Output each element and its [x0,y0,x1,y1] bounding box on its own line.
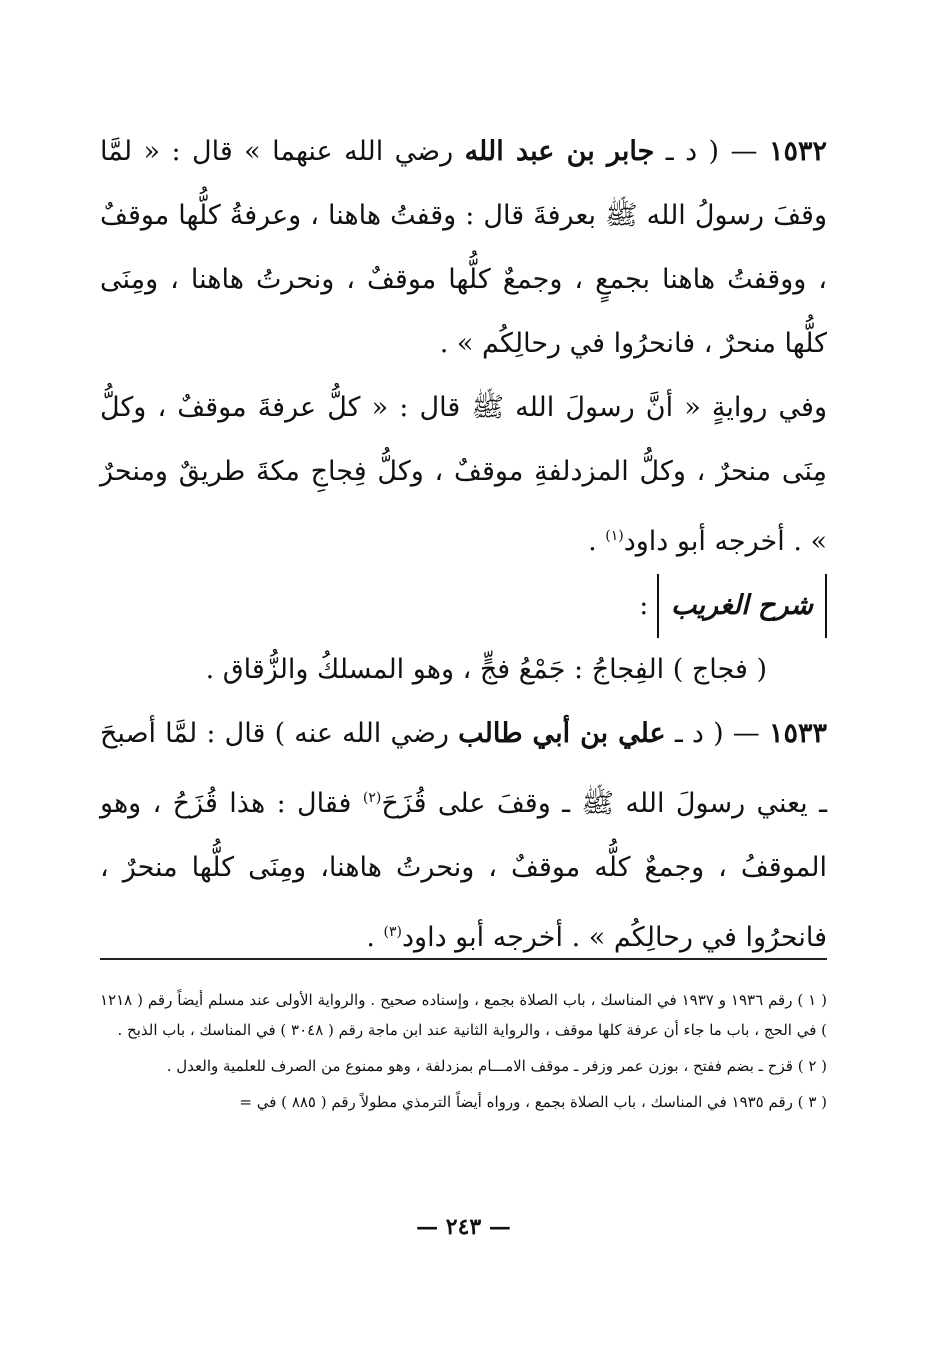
gharib-entry-text: ( فجاج ) الفِجاجُ : جَمْعُ فجٍّ ، وهو المسلكُ والزُّقاق . [205,654,767,685]
takhrij: أخرجه أبو داود [623,526,785,557]
footnote-divider [100,958,827,960]
hadith-1533 [100,702,827,970]
footnote-2: ( ٢ ) قزح ـ بضم ففتح ، بوزن عمر وزفر ـ موقف الامـــام بمزدلفة ، وهو ممنوع من الصرف للعلمية والعدل . [166,1057,827,1075]
gharib-heading [100,574,827,638]
hadith-number: ١٥٣٢ [768,136,827,167]
takhrij-end: . [588,526,597,557]
source-open: — ( د ـ [674,718,760,749]
hadith-text: رضي الله عنهما » قال : « لمَّا وقفَ رسولُ الله ﷺ بعرفةَ قال : وقفتُ هاهنا ، وعرفةُ كلُّها موقفٌ ، ووقفتُ هاهنا بجمعٍ ، وجمعٌ كلُّها موقفٌ ، ونحرتُ هاهنا ، ومِنَى كلُّها منحرٌ ، فانحرُوا في رحالِكُم » . [100,136,827,359]
footnote-ref: (١) [605,528,624,544]
page-number: — ٢٤٣ — [416,1214,511,1240]
riwaya-text: وفي روايةٍ « أنَّ رسولَ الله ﷺ قال : « كلُّ عرفةَ موقفٌ ، وكلُّ مِنَى منحرٌ ، وكلُّ المزدلفةِ موقفٌ ، وكلُّ فِجاجِ مكةَ طريقٌ ومنحرٌ » . [100,392,827,557]
heading-colon: : [639,590,649,621]
narrator: علي بن أبي طالب [458,718,666,749]
footnote-ref: (٣) [383,924,403,940]
hadith-text-part1: رضي الله عنه ) قال : لمَّا أصبحَ ـ يعني رسولَ الله ﷺ ـ وقفَ على قُزَحَ [100,718,827,819]
hadith-1532 [100,120,827,376]
section-heading: شرح الغريب [657,574,827,638]
footnote-ref: (٢) [362,790,382,806]
gharib-entry [100,638,827,702]
hadith-text-part2: فقال : هذا قُزَحُ ، وهو الموقفُ ، وجمعٌ كلُّه موقفٌ ، ونحرتُ هاهنا، ومِنَى كلُّها منحرٌ ، فانحرُوا في رحالِكُم » . أخرجه أبو داود [100,788,827,953]
hadith-1532-riwaya [100,376,827,574]
hadith-number: ١٥٣٣ [768,718,827,749]
footnotes [100,985,827,1123]
footnote-3: ( ٣ ) رقم ١٩٣٥ في المناسك ، باب الصلاة بجمع ، ورواه أيضاً الترمذي مطولاً رقم ( ٨٨٥ ) في = [239,1093,827,1111]
source-open: — ( د ـ [665,136,758,167]
footnote-1: ( ١ ) رقم ١٩٣٦ و ١٩٣٧ في المناسك ، باب الصلاة بجمع ، وإسناده صحيح . والرواية الأولى عند مسلم أيضاً رقم ( ١٢١٨ ) في الحج ، باب ما جاء أن عرفة كلها موقف ، والرواية الثانية عند ابن ماجة رقم ( ٣٠٤٨ ) في المناسك ، باب الذبح . [100,991,828,1039]
main-text [100,120,827,970]
narrator: جابر بن عبد الله [464,136,655,167]
takhrij-end: . [366,922,375,953]
